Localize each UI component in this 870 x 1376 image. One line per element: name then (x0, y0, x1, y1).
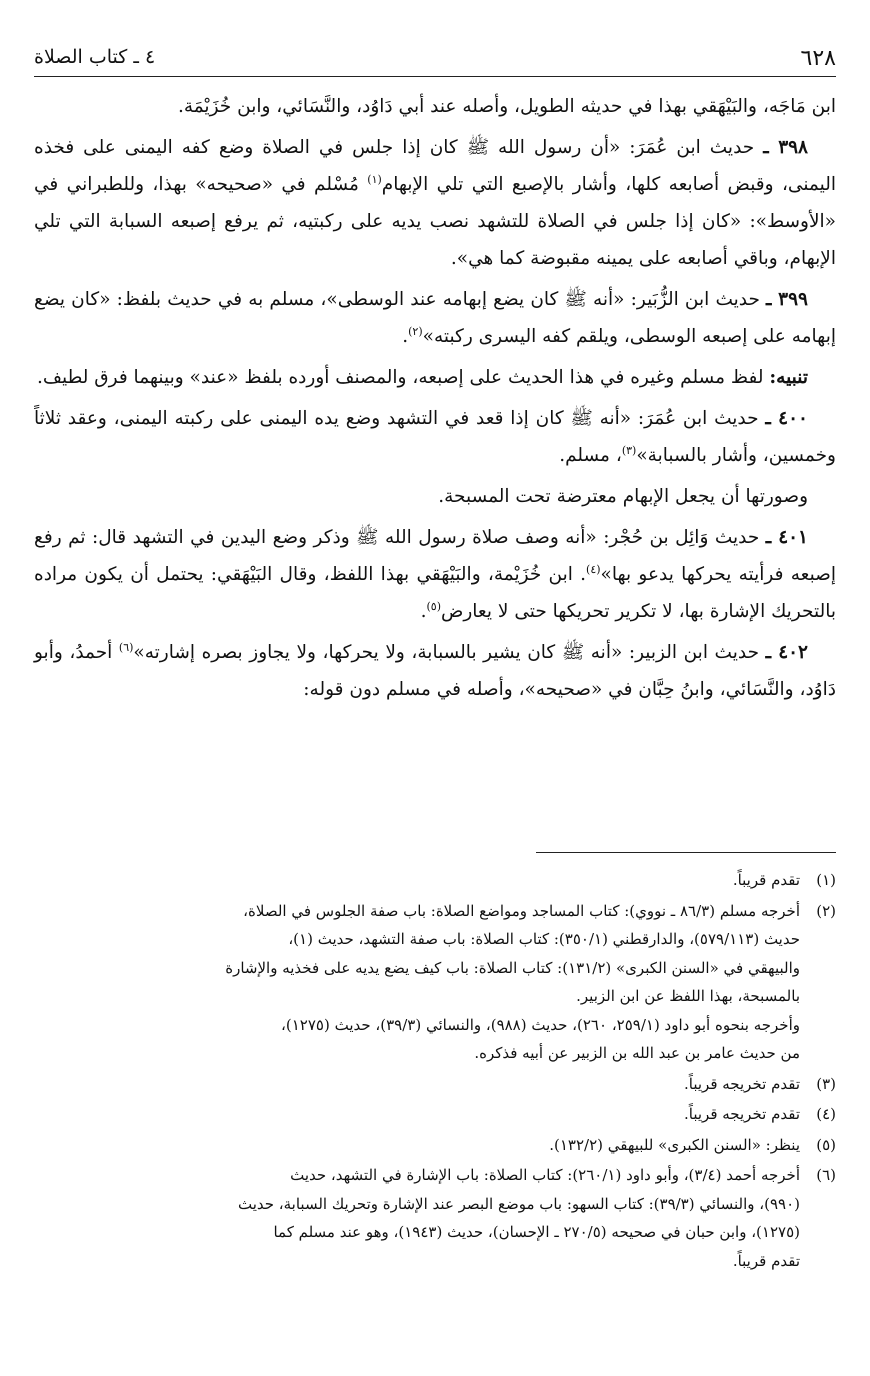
footnote-number: (٥) (816, 1135, 836, 1154)
hadith-number: ٤٠١ ـ (765, 527, 808, 548)
hadith-400: ٤٠٠ ـ حديث ابن عُمَرَ: «أنه ﷺ كان إذا قعد في التشهد وضع يده اليمنى على ركبته اليمنى، وعقد ثلاثاً وخمسين، وأشار بالسبابة»$^{(٣)}$، مسلم. (34, 408, 836, 466)
footnote-1: (١) تقدم قريباً. (34, 866, 836, 895)
footnotes (34, 866, 836, 1277)
footnote-5: (٥) ينظر: «السنن الكبرى» للبيهقي (١٣٢/٢). (34, 1131, 836, 1160)
main-text (34, 88, 836, 712)
footnote-ref[interactable]: (١) (367, 172, 382, 186)
footnote-ref[interactable]: (٣) (621, 443, 637, 457)
footnote-ref[interactable]: (٥) (426, 599, 441, 613)
footnote-2: (٢) أخرجه مسلم (٨٦/٣ ـ نووي): كتاب المساجد ومواضع الصلاة: باب صفة الجلوس في الصلاة، حديث (٥٧٩/١١٣)، والدارقطني (٣٥٠/١): كتاب الصلاة: باب صفة التشهد، حديث (١)، والبيهقي في «السنن الكبرى» (١٣١/٢): كتاب الصلاة: باب كيف يضع يديه على فخذيه والإشارة بالمسبحة، بهذا اللفظ عن ابن الزبير. وأخرجه بنحوه أبو داود (٢٥٩/١، ٢٦٠)، حديث (٩٨٨)، والنسائي (٣٩/٣)، حديث (١٢٧٥)، من حديث عامر بن عبد الله بن الزبير عن أبيه فذكره. (34, 897, 836, 1068)
hadith-number: ٣٩٩ ـ (766, 289, 808, 310)
hadith-399: ٣٩٩ ـ حديث ابن الزُّبَير: «أنه ﷺ كان يضع إبهامه عند الوسطى»، مسلم به في حديث بلفظ: «كان يضع إبهامه على إصبعه الوسطى، ويلقم كفه اليسرى ركبته»$^{(٢)}$. (34, 289, 836, 347)
footnote-number: (٦) (816, 1166, 836, 1184)
page-number: ٦٢٨ (800, 46, 836, 71)
footnote-number: (٣) (816, 1074, 836, 1093)
hadith-number: ٤٠٠ ـ (765, 408, 808, 429)
footnote-6: (٦) أخرجه أحمد (٣/٤)، وأبو داود (٢٦٠/١): كتاب الصلاة: باب الإشارة في التشهد، حديث (٩٩٠)، والنسائي (٣٩/٣): كتاب السهو: باب موضع البصر عند الإشارة وتحريك السبابة، حديث (١٢٧٥)، وابن حبان في صحيحه (٢٧٠/٥ ـ الإحسان)، حديث (١٩٤٣)، وهو عند مسلم كما تقدم قريباً. (34, 1161, 836, 1275)
footnote-number: (١) (816, 871, 836, 889)
footnote-3: (٣) تقدم تخريجه قريباً. (34, 1070, 836, 1099)
running-chapter-title: ٤ ـ كتاب الصلاة (34, 46, 156, 68)
footnote-divider (536, 852, 836, 853)
note-tanbih: تنبيه: لفظ مسلم وغيره في هذا الحديث على إصبعه، والمصنف أورده بلفظ «عند» وبينهما فرق لطيف. (36, 367, 808, 388)
tanbih-label: تنبيه: (769, 367, 808, 388)
footnote-ref[interactable]: (٢) (408, 324, 423, 338)
hadith-400-explanation: وصورتها أن يجعل الإبهام معترضة تحت المسبحة. (438, 486, 808, 507)
hadith-402: ٤٠٢ ـ حديث ابن الزبير: «أنه ﷺ كان يشير بالسبابة، ولا يحركها، ولا يجاوز بصره إشارته»$^{(٦)}$ أحمدُ، وأبو دَاوُد، والنَّسَائي، وابنُ حِبَّان في «صحيحه»، وأصله في مسلم دون قوله: (34, 640, 836, 700)
hadith-number: ٣٩٨ ـ (763, 137, 808, 158)
hadith-398: ٣٩٨ ـ حديث ابن عُمَرَ: «أن رسول الله ﷺ كان إذا جلس في الصلاة وضع كفه اليمنى على فخذه اليمنى، وقبض أصابعه كلها، وأشار بالإصبع التي تلي الإبهام$^{(١)}$ مُسْلم في «صحيحه» بهذا، وللطبراني في «الأوسط»: «كان إذا جلس في الصلاة للتشهد نصب يديه على ركبتيه، ثم يرفع إصبعه السبابة التي تلي الإبهام، وباقي أصابعه على يمينه مقبوضة كما هي». (34, 137, 836, 269)
page-header (34, 42, 836, 77)
footnote-number: (٢) (816, 901, 836, 920)
hadith-401: ٤٠١ ـ حديث وَائِل بن حُجْر: «أنه وصف صلاة رسول الله ﷺ وذكر وضع اليدين في التشهد قال: ثم رفع إصبعه فرأيته يحركها يدعو بها»$^{(٤)}$. ابن خُزَيْمة، والبَيْهَقي بهذا اللفظ، وقال البَيْهَقي: يحتمل أن يكون مراده بالتحريك الإشارة بها، لا تكرير تحريكها حتى لا يعارض$^{(٥)}$. (34, 527, 837, 622)
hadith-number: ٤٠٢ ـ (765, 642, 808, 663)
footnote-number: (٤) (816, 1105, 836, 1123)
paragraph-intro: ابن مَاجَه، والبَيْهَقي بهذا في حديثه الطويل، وأصله عند أبي دَاوُد، والنَّسَائي، وابن خُزَيْمَة. (177, 96, 836, 117)
footnote-ref[interactable]: (٦) (118, 640, 134, 654)
footnote-4: (٤) تقدم تخريجه قريباً. (34, 1100, 836, 1129)
footnote-ref[interactable]: (٤) (586, 562, 601, 576)
